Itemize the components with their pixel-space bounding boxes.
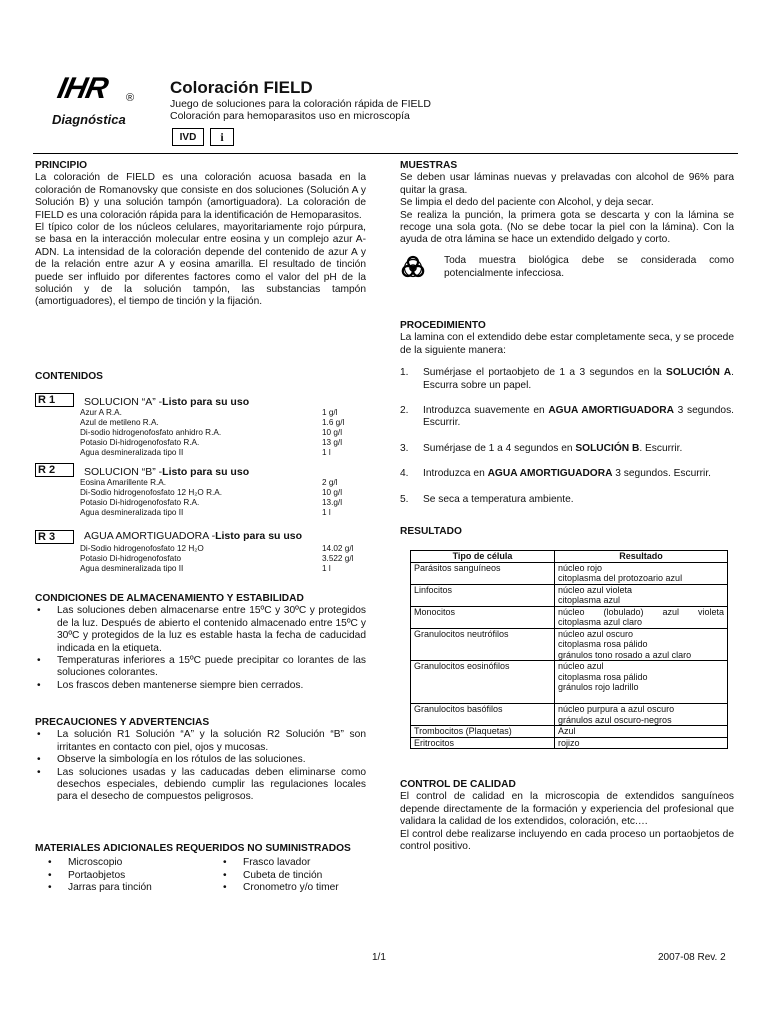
condiciones-heading: CONDICIONES DE ALMACENAMIENTO Y ESTABILIDAD bbox=[35, 593, 304, 604]
list-item: • La solución R1 Solución “A” y la solución R2 Solución “B” son irritantes en contacto con piel, ojos y mucosas. bbox=[57, 729, 366, 754]
cell-tipo: Parásitos sanguíneos bbox=[411, 562, 555, 584]
cell-tipo: Granulocitos neutrófilos bbox=[411, 628, 555, 661]
cell-resultado bbox=[555, 726, 728, 738]
table-row bbox=[411, 606, 728, 628]
muestras-text-2: Se limpia el dedo del paciente con Alcohol, y deja secar. bbox=[400, 197, 654, 209]
reagent-title-prefix: SOLUCION “A” - bbox=[84, 396, 163, 408]
precauciones-list bbox=[35, 729, 366, 803]
list-item: • Cronometro y/o timer bbox=[243, 882, 339, 894]
reagent-title bbox=[84, 466, 249, 478]
table-header-row bbox=[411, 551, 728, 563]
reagent-title-bold: Listo para su uso bbox=[162, 396, 250, 408]
table-row bbox=[80, 478, 370, 488]
step-text bbox=[423, 494, 734, 506]
reagent-title-bold: Listo para su uso bbox=[215, 530, 303, 542]
resultado-heading: RESULTADO bbox=[400, 526, 462, 537]
result-line: citoplasma azul bbox=[558, 595, 621, 605]
step-number: 2. bbox=[400, 405, 409, 417]
list-item bbox=[400, 443, 734, 455]
result-line: citoplasma rosa pálido bbox=[558, 671, 648, 682]
list-item bbox=[400, 367, 734, 392]
section-condiciones bbox=[35, 593, 366, 692]
procedimiento-heading: PROCEDIMIENTO bbox=[400, 320, 486, 331]
result-line: citoplasma rosa pálido bbox=[558, 639, 648, 649]
component-qty: 3.522 g/l bbox=[322, 554, 354, 563]
result-line: núcleo purpura a azul oscuro bbox=[558, 704, 675, 714]
step-text-post: 3 segundos. Escurrir. bbox=[423, 405, 734, 429]
component-qty: 1.6 g/l bbox=[322, 418, 345, 427]
logo-mark: IHR bbox=[54, 72, 111, 105]
step-number: 3. bbox=[400, 442, 409, 454]
page-subtitle bbox=[170, 98, 431, 122]
cell-resultado bbox=[555, 737, 728, 749]
step-text-pre: Introduzca en bbox=[423, 468, 488, 480]
materiales-heading: MATERIALES ADICIONALES REQUERIDOS NO SUMINISTRADOS bbox=[35, 843, 351, 854]
table-row bbox=[80, 488, 370, 498]
list-item: • Microscopio bbox=[68, 857, 228, 869]
component-qty: 1 l bbox=[322, 564, 331, 573]
table-row bbox=[411, 584, 728, 606]
component-qty: 13.g/l bbox=[322, 498, 343, 507]
step-text-bold: SOLUCIÓN A bbox=[666, 367, 732, 379]
condiciones-list bbox=[35, 605, 366, 692]
component-name: Azur A R.A. bbox=[80, 408, 122, 417]
list-item: • Las soluciones deben almacenarse entre 15ºC y 30ºC y protegidos de la luz. Después de abierto el contenido almacenado entre 15ºC y 30ºC y protegidos de la luz es estable hasta la fecha de caducidad indicada en la etiqueta. bbox=[57, 605, 366, 655]
materiales-list-1 bbox=[35, 857, 228, 894]
section-contenidos bbox=[35, 371, 366, 383]
result-line: gránulos azul oscuro-negros bbox=[558, 714, 672, 725]
precauciones-heading: PRECAUCIONES Y ADVERTENCIAS bbox=[35, 717, 210, 728]
component-qty: 10 g/l bbox=[322, 488, 343, 497]
component-name: Di-sodio hidrogenofosfato anhidro R.A. bbox=[80, 428, 222, 437]
list-item: • Cubeta de tinción bbox=[243, 870, 339, 882]
result-line: rojizo bbox=[558, 737, 580, 748]
result-line: citoplasma azul claro bbox=[558, 617, 643, 627]
component-name: Agua desmineralizada tipo II bbox=[80, 564, 184, 573]
table-row bbox=[80, 428, 370, 438]
component-name: Di-Sodio hidrogenofosfato 12 H₂O R.A. bbox=[80, 488, 222, 497]
list-item: • Frasco lavador bbox=[243, 857, 339, 869]
step-text-bold: SOLUCIÓN B bbox=[575, 442, 640, 454]
list-item bbox=[400, 468, 734, 480]
ihr-logo bbox=[48, 72, 158, 132]
instructions-info-icon: i bbox=[210, 128, 234, 146]
muestras-heading: MUESTRAS bbox=[400, 160, 458, 171]
step-text bbox=[423, 405, 734, 430]
table-row bbox=[411, 726, 728, 738]
component-qty: 10 g/l bbox=[322, 428, 343, 437]
component-qty: 1 g/l bbox=[322, 408, 338, 417]
cell-resultado bbox=[555, 606, 728, 628]
table-row bbox=[80, 508, 370, 518]
hazard-notice bbox=[400, 255, 734, 281]
step-text bbox=[423, 367, 734, 392]
cell-tipo: Granulocitos basófilos bbox=[411, 704, 555, 726]
list-item: • Portaobjetos bbox=[68, 870, 228, 882]
section-muestras bbox=[400, 160, 734, 281]
step-text-post: . Escurra sobre un papel. bbox=[423, 367, 735, 391]
reagent-code: R 2 bbox=[35, 463, 74, 477]
section-materiales bbox=[35, 843, 366, 895]
section-resultado bbox=[400, 526, 734, 538]
biohazard-icon bbox=[400, 255, 426, 281]
table-row bbox=[80, 554, 370, 564]
header-divider bbox=[33, 153, 738, 154]
control-heading: CONTROL DE CALIDAD bbox=[400, 779, 516, 790]
component-name: Potasio Di-hidrogenofosfato bbox=[80, 554, 182, 563]
result-line: gránulos rojo ladrillo bbox=[558, 682, 639, 692]
list-item bbox=[400, 405, 734, 430]
component-qty: 2 g/l bbox=[322, 478, 338, 487]
page-number: 1/1 bbox=[372, 952, 386, 963]
table-row bbox=[80, 564, 370, 574]
table-row bbox=[411, 704, 728, 726]
table-row bbox=[411, 661, 728, 704]
principio-text: La coloración de FIELD es una coloración acuosa basada en la coloración de Romanovsky que consiste en dos soluciones (Solución A y Solución B) y una solución tampón (amortiguadora). La coloración de FIELD es una coloración rápida para la identificación de Hemoparasitos. bbox=[35, 172, 366, 221]
revision-label: 2007-08 Rev. 2 bbox=[658, 952, 726, 963]
list-item: • Los frascos deben mantenerse siempre bien cerrados. bbox=[57, 680, 366, 692]
reagent-composition-table bbox=[80, 544, 370, 574]
cell-resultado bbox=[555, 661, 728, 704]
results-table bbox=[410, 550, 728, 749]
cell-resultado bbox=[555, 584, 728, 606]
cell-tipo: Monocitos bbox=[411, 606, 555, 628]
reagent-title bbox=[84, 396, 249, 408]
cell-tipo: Granulocitos eosinófilos bbox=[411, 661, 555, 704]
list-item bbox=[400, 494, 734, 506]
reagent-title bbox=[84, 530, 302, 542]
step-text-pre: Introduzca suavemente en bbox=[423, 405, 549, 417]
ivd-icon: IVD bbox=[172, 128, 204, 146]
table-row bbox=[411, 737, 728, 749]
component-qty: 14.02 g/l bbox=[322, 544, 354, 553]
component-qty: 1 l bbox=[322, 448, 331, 457]
reagent-code: R 3 bbox=[35, 530, 74, 544]
list-item: • Jarras para tinción bbox=[68, 882, 228, 894]
result-line: Azul bbox=[558, 726, 576, 736]
step-number: 1. bbox=[400, 367, 409, 379]
result-line: núcleo azul violeta bbox=[558, 584, 633, 595]
component-name: Potasio Di-hidrogenofosfato R.A. bbox=[80, 498, 200, 507]
section-control bbox=[400, 779, 734, 853]
step-text bbox=[423, 443, 734, 455]
control-text-2: El control debe realizarse incluyendo en cada proceso un portaobjetos de control positivo. bbox=[400, 828, 734, 853]
component-qty: 1 l bbox=[322, 508, 331, 517]
cell-tipo: Eritrocitos bbox=[411, 737, 555, 749]
section-procedimiento bbox=[400, 320, 734, 519]
step-text-pre: Sumérjase el portaobjeto de 1 a 3 segundos en la bbox=[423, 367, 667, 379]
col-header-resultado: Resultado bbox=[555, 551, 728, 563]
result-line: núcleo azul bbox=[558, 661, 604, 671]
procedimiento-intro: La lamina con el extendido debe estar completamente seca, y se procede de la siguiente manera: bbox=[400, 332, 734, 356]
reagent-r2 bbox=[35, 463, 366, 518]
hazard-text: Toda muestra biológica debe se considerada como potencialmente infecciosa. bbox=[444, 255, 734, 279]
contenidos-heading: CONTENIDOS bbox=[35, 371, 103, 382]
component-name: Eosina Amarillente R.A. bbox=[80, 478, 167, 487]
list-item: • Temperaturas inferiores a 15ºC puede precipitar co lorantes de las soluciones colorantes. bbox=[57, 655, 366, 680]
materiales-list-2 bbox=[228, 857, 339, 894]
result-line: citoplasma del protozoario azul bbox=[558, 573, 683, 583]
step-text-post: 3 segundos. Escurrir. bbox=[612, 468, 711, 480]
reagent-title-bold: Listo para su uso bbox=[162, 466, 250, 478]
result-line: núcleo rojo bbox=[558, 562, 603, 573]
component-qty: 13 g/l bbox=[322, 438, 343, 447]
table-row bbox=[80, 448, 370, 458]
table-row bbox=[411, 628, 728, 661]
muestras-text: Se deben usar láminas nuevas y prelavadas con alcohol de 96% para quitar la grasa. bbox=[400, 172, 734, 196]
result-line: núcleo (lobulado) azul violeta bbox=[558, 606, 724, 617]
table-row bbox=[80, 418, 370, 428]
cell-tipo: Linfocitos bbox=[411, 584, 555, 606]
table-row bbox=[80, 438, 370, 448]
page-title: Coloración FIELD bbox=[170, 78, 313, 97]
step-number: 4. bbox=[400, 468, 409, 480]
step-text-post: . Escurrir. bbox=[639, 442, 683, 454]
cell-resultado bbox=[555, 704, 728, 726]
cell-resultado bbox=[555, 562, 728, 584]
step-number: 5. bbox=[400, 493, 409, 505]
step-text bbox=[423, 468, 734, 480]
logo-subtitle: Diagnóstica bbox=[52, 112, 126, 127]
cell-resultado bbox=[555, 628, 728, 661]
component-name: Agua desmineralizada tipo II bbox=[80, 448, 184, 457]
step-text-bold: AGUA AMORTIGUADORA bbox=[487, 468, 613, 480]
table-row bbox=[80, 498, 370, 508]
component-name: Azul de metileno R.A. bbox=[80, 418, 159, 427]
reagent-title-prefix: AGUA AMORTIGUADORA - bbox=[84, 530, 216, 542]
table-row bbox=[80, 408, 370, 418]
subtitle-line-2: Coloración para hemoparasitos uso en microscopía bbox=[170, 110, 410, 122]
reagent-r3 bbox=[35, 530, 366, 574]
reagent-r1 bbox=[35, 393, 366, 458]
reagent-composition-table bbox=[80, 408, 370, 458]
reagent-composition-table bbox=[80, 478, 370, 518]
list-item: • Las soluciones usadas y las caducadas deben eliminarse como desechos especiales, debiendo cumplir las regulaciones locales para el desecho de compuestos peligrosos. bbox=[57, 767, 366, 804]
muestras-text-3: Se realiza la punción, la primera gota se descarta y con la lámina se recoge una sola gota. (No se debe tocar la piel con la lámina). Con la ayuda de otra lámina se hace un extendido delgado y corto. bbox=[400, 209, 734, 246]
list-item: • Observe la simbología en los rótulos de las soluciones. bbox=[57, 754, 366, 766]
result-line: núcleo azul oscuro bbox=[558, 628, 634, 639]
result-line: gránulos tono rosado a azul claro bbox=[558, 649, 692, 660]
component-name: Potasio Di-hidrogenofosfato R.A. bbox=[80, 438, 200, 447]
principio-text-2: El típico color de los núcleos celulares, mayoritariamente rojo púrpura, se basa en la interacción molecular entre eosina y un complejo azur A- ADN. La intensidad de la coloración depende del contenido de azur A y de la relación entre azur A y eosina amarilla. El resultado de tinción puede ser influido por diferentes factores como el valor del pH de la solución y de la solución tampón, las substancias tampón (amortiguadores), el tiempo de tinción y la fijación. bbox=[35, 222, 366, 308]
registered-mark: ® bbox=[126, 92, 135, 104]
section-precauciones bbox=[35, 717, 366, 804]
reagent-title-prefix: SOLUCION “B” - bbox=[84, 466, 163, 478]
subtitle-line-1: Juego de soluciones para la coloración rápida de FIELD bbox=[170, 98, 431, 110]
step-text-pre: Sumérjase de 1 a 4 segundos en bbox=[423, 442, 576, 454]
control-text: El control de calidad en la microscopia de extendidos sanguíneos depende directamente de la formación y experiencia del profesional que validara la calidad de los extendidos, coloración, etc.… bbox=[400, 791, 734, 828]
reagent-code: R 1 bbox=[35, 393, 74, 407]
step-text-bold: AGUA AMORTIGUADORA bbox=[548, 405, 675, 417]
table-row bbox=[80, 544, 370, 554]
regulatory-icons bbox=[172, 128, 234, 146]
component-name: Di-Sodio hidrogenofosfato 12 H₂O bbox=[80, 544, 204, 553]
table-row bbox=[411, 562, 728, 584]
component-name: Agua desmineralizada tipo II bbox=[80, 508, 184, 517]
col-header-tipo: Tipo de célula bbox=[411, 551, 555, 563]
materiales-lists bbox=[35, 857, 366, 894]
cell-tipo: Trombocitos (Plaquetas) bbox=[411, 726, 555, 738]
step-text-pre: Se seca a temperatura ambiente. bbox=[423, 493, 574, 505]
section-principio bbox=[35, 160, 366, 309]
principio-heading: PRINCIPIO bbox=[35, 160, 88, 171]
procedimiento-steps bbox=[400, 367, 734, 506]
